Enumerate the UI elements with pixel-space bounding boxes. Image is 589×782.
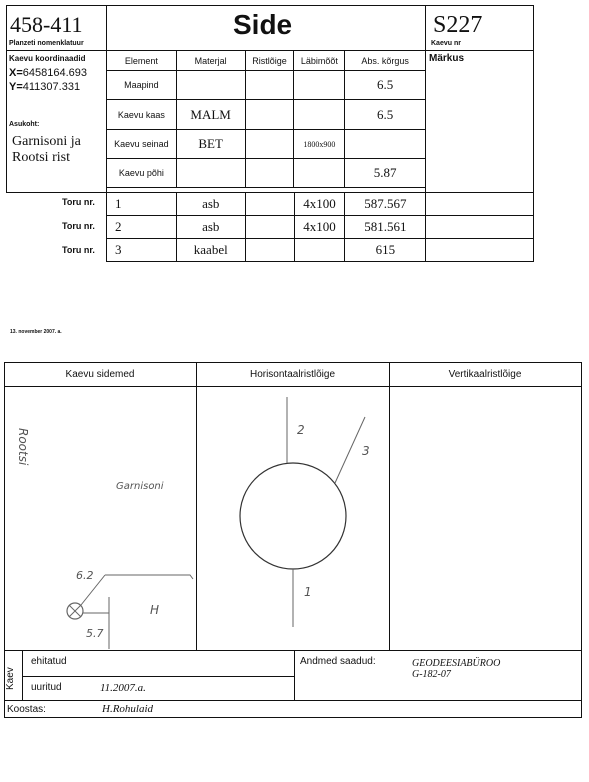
data-from-value-2: G-182-07: [412, 669, 451, 680]
frame-line: [4, 717, 582, 718]
table-row: [107, 239, 534, 262]
pipe-remark: [426, 193, 534, 216]
y-coordinate: [9, 81, 80, 93]
surveyed-label: uuritud: [31, 682, 62, 693]
kaev-label: Kaev: [5, 667, 16, 690]
col-header-cross: Ristlõige: [245, 51, 294, 71]
coords-label: Kaevu koordinaadid: [9, 54, 86, 63]
row-cross: [245, 100, 294, 130]
sketch-line: [105, 575, 193, 579]
pipe-height: 587.567: [345, 193, 426, 216]
row-element: Kaevu kaas: [107, 100, 177, 130]
pipe-3-line: [335, 417, 365, 483]
compiled-value: H.Rohulaid: [102, 703, 154, 715]
pipe-diameter: 4x100: [294, 193, 345, 216]
well-circle: [240, 463, 346, 569]
frame-line: [389, 362, 390, 650]
pipe-remark: [426, 216, 534, 239]
pipe-1-label: 1: [304, 585, 312, 599]
row-material: BET: [176, 130, 245, 159]
data-from-value-1: GEODEESIABÜROO: [412, 658, 501, 669]
frame-line: [6, 5, 7, 193]
pipe-cross: [245, 193, 294, 216]
compiled-label: Koostas:: [7, 704, 46, 715]
row-height: 5.87: [345, 159, 426, 188]
table-row: [107, 71, 426, 100]
row-material: [176, 159, 245, 188]
col-header-material: Materjal: [176, 51, 245, 71]
location-label: Asukoht:: [9, 121, 40, 128]
pipe-2-label: 2: [297, 423, 305, 437]
built-label: ehitatud: [31, 656, 67, 667]
row-element: Maapind: [107, 71, 177, 100]
row-diameter: [294, 159, 345, 188]
row-diameter: 1800x900: [294, 130, 345, 159]
row-height: [345, 130, 426, 159]
frame-line: [6, 5, 534, 6]
row-cross: [245, 71, 294, 100]
row-element: Kaevu seinad: [107, 130, 177, 159]
row-cross: [245, 159, 294, 188]
frame-line: [581, 362, 582, 718]
pipes-table: [106, 192, 534, 262]
col-title-vertical: Vertikaalristlõige: [448, 369, 522, 380]
y-label: Y=: [9, 81, 23, 93]
surveyed-value: 11.2007.a.: [100, 682, 146, 694]
handwritten-street-1: Rootsi: [16, 428, 30, 466]
row-cross: [245, 130, 294, 159]
col-header-height: Abs. kõrgus: [345, 51, 426, 71]
pipe-diameter: 4x100: [294, 216, 345, 239]
y-value: 411307.331: [22, 81, 81, 93]
col-header-element: Element: [107, 51, 177, 71]
data-from-label: Andmed saadud:: [300, 656, 376, 667]
table-row: [107, 130, 426, 159]
pipe-height: 615: [345, 239, 426, 262]
nomenclature-label: Planzeti nomenklatuur: [9, 40, 84, 47]
connections-sketch: [5, 387, 195, 649]
row-diameter: [294, 71, 345, 100]
frame-line: [6, 50, 107, 51]
row-diameter: [294, 100, 345, 130]
col-header-diameter: Läbimõõt: [294, 51, 345, 71]
handwritten-height-2: 5.7: [86, 627, 104, 640]
well-number-label: Kaevu nr: [431, 40, 461, 47]
row-material: MALM: [176, 100, 245, 130]
handwritten-h: H: [150, 603, 160, 617]
frame-line: [22, 676, 294, 677]
pipe-number: 3: [107, 239, 177, 262]
pipe-cross: [245, 216, 294, 239]
pipe-label: Toru nr.: [62, 245, 95, 255]
frame-line: [4, 650, 582, 651]
row-height: 6.5: [345, 100, 426, 130]
table-row: [107, 216, 534, 239]
page-title: Side: [233, 9, 293, 40]
pipe-3-label: 3: [362, 444, 370, 458]
pipe-height: 581.561: [345, 216, 426, 239]
pipe-diameter: [294, 239, 345, 262]
row-height: 6.5: [345, 71, 426, 100]
col-title-horizontal: Horisontaalristlõige: [249, 369, 336, 380]
pipe-material: asb: [176, 216, 245, 239]
handwritten-height-1: 6.2: [76, 569, 94, 582]
frame-line: [294, 650, 295, 701]
row-element: Kaevu põhi: [107, 159, 177, 188]
pipe-number: 2: [107, 216, 177, 239]
pipe-material: kaabel: [176, 239, 245, 262]
table-header-row: [107, 51, 426, 71]
nomenclature-code: 458-411: [10, 12, 83, 37]
well-number: S227: [433, 12, 483, 38]
location-value: Garnisoni ja Rootsi rist: [12, 134, 81, 165]
frame-line: [4, 362, 582, 363]
table-row: [107, 159, 426, 188]
pipe-label: Toru nr.: [62, 221, 95, 231]
x-coordinate: [9, 67, 87, 79]
x-value: 6458164.693: [22, 67, 87, 79]
horizontal-section-sketch: [197, 387, 389, 649]
row-material: [176, 71, 245, 100]
table-row: [107, 193, 534, 216]
handwritten-street-2: Garnisoni: [116, 481, 164, 492]
frame-line: [6, 192, 107, 193]
pipe-label: Toru nr.: [62, 197, 95, 207]
pipe-remark: [426, 239, 534, 262]
pipe-cross: [245, 239, 294, 262]
elements-table: [106, 50, 426, 188]
pipe-number: 1: [107, 193, 177, 216]
sheet-date: 13. november 2007. a.: [10, 329, 62, 335]
table-row: [107, 100, 426, 130]
remarks-label: Märkus: [429, 53, 465, 64]
frame-line: [4, 700, 582, 701]
col-title-connections: Kaevu sidemed: [65, 369, 135, 380]
x-label: X=: [9, 67, 23, 79]
pipe-material: asb: [176, 193, 245, 216]
